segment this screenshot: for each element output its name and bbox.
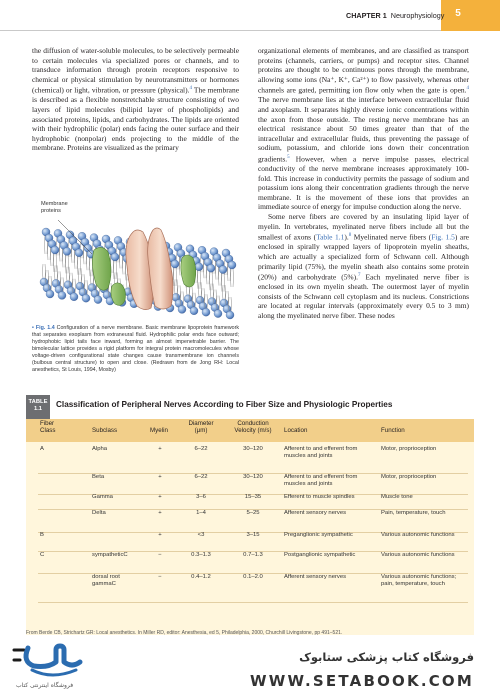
publisher-footer [0,636,500,700]
lipid-head [51,246,59,254]
figure-caption [32,325,239,374]
logo-glyph [26,646,80,667]
membrane-illustration [32,198,239,328]
lipid-head [58,291,66,299]
table-cell-fiber-class: A [40,446,44,452]
table-cell-diameter: 3–6 [196,494,206,500]
lipid-tail [198,270,201,289]
chapter-label: CHAPTER 1 [346,11,387,20]
table-link[interactable]: Table 1.1 [316,232,345,242]
right-text-2e: Each myelinated nerve fiber is enclosed in its own myelin sheath. The outermost layer of myelin consists of the Schwann cell cytoplasm and its nucleus. Constrictions are located at regular intervals (approximately every 0.5 to 3 mm) along the myelinated nerve fiber. These nodes [258,272,469,320]
table-cell-myelin: + [158,446,162,452]
store-url[interactable]: WWW.SETABOOK.COM [250,672,474,690]
store-name: فروشگاه کتاب پزشکی ستابوک [299,650,474,664]
table-cell-subclass: Beta [92,474,105,480]
right-paragraph-2 [258,212,469,321]
lipid-tail [211,284,214,299]
membrane-figure [32,198,239,328]
lipid-tail [54,253,57,272]
table-cell-velocity: 30–120 [243,446,263,452]
logo-subtitle: فروشگاه اینترنتی کتاب [16,682,74,689]
page-number: 5 [455,8,461,19]
lipid-head [46,290,54,298]
right-paragraph-1 [258,46,469,212]
figure-number: • Fig. 1.4 [32,325,55,331]
table-label-number: 1.1 [33,406,43,412]
table-cell-function: Muscle tone [381,494,413,500]
table-cell-location: Postganglionic sympathetic [284,552,356,558]
lipid-head [94,296,102,304]
table-cell-subclass: Delta [92,510,106,516]
right-text-2c: Myelinated nerve fibers ( [351,232,432,242]
table-cell-diameter: 6–22 [194,446,208,452]
reference-marker[interactable]: 5 [287,155,290,161]
table-cell-function: Various autonomic functions [381,532,455,538]
header-diameter: Diameter (μm) [188,420,214,435]
lipid-head [202,308,210,316]
lipid-tail [78,256,81,275]
header-fiber-class: Fiber Class [40,420,56,435]
table-cell-velocity: 30–120 [243,474,263,480]
lipid-head [226,311,234,319]
table-cell-myelin: + [158,510,162,516]
table-row-divider [38,602,468,603]
figure-label-line1: Membrane [41,201,68,207]
table-cell-function: Motor, proprioception [381,474,437,480]
lipid-head [171,260,179,268]
figure-caption-text: Configuration of a nerve membrane. Basic membrane lipoprotein framework that separates exoplasm from extraneural fluid. Hydrophilic polar ends face outward; hydrophobic lipid tails face inward, forming an almost impenetrable barrier. The bimolecular lattice provides a rigid platform for integral protein macromolecules whose voltage-driven configurational state changes cause transmembrane ion channels (bulbous central structure) to open and close. (Redrawn from de Jong RH: Local anesthetics, St Louis, 1994, Mosby) [32,325,239,373]
lipid-tail [199,282,202,297]
table-title: Classification of Peripheral Nerves According to Fiber Size and Physiologic Properties [56,400,393,409]
right-text-1b: The nerve membrane lies at the interface between extracellular fluid and axoplasm. It separates highly diverse ionic concentrations within the axon from those outside. The resting nerve membrane has an electrical resistance about 50 times greater than that of the intracellular and extracellular fluids, thus preventing the passage of sodium, potassium, and chloride ions down their concentration gradients. [258,95,469,164]
lipid-head [195,263,203,271]
reference-marker[interactable]: 4 [466,86,469,92]
right-column [258,46,469,321]
lipid-head [178,305,186,313]
table-cell-fiber-class: B [40,532,44,538]
nerve-classification-table [26,419,474,635]
table-cell-function: Various autonomic functions [381,552,455,558]
table-cell-velocity: 15–35 [244,494,262,500]
table-cell-velocity: 0.1–2.0 [243,574,263,580]
lipid-head [70,293,78,301]
figure-link[interactable]: Fig. 1.5 [431,232,455,242]
header-rule [0,30,500,31]
table-cell-myelin: + [158,532,162,538]
lipid-tail [43,264,46,279]
chapter-title: Neurophysiology [390,11,445,20]
right-text-1c: However, when a nerve impulse passes, electrical conductivity of the nerve membrane increases approximately 100-fold. This increase in conductivity permits the passage of sodium and potassium ions along their concentration gradients through the nerve membrane. It is the movement of these ions that provides an immediate source of energy for impulse conduction along the nerve. [258,154,469,212]
table-label-word: TABLE [28,399,48,405]
membrane-protein-right [181,255,196,287]
table-cell-diameter: 6–22 [194,474,208,480]
table-cell-subclass: sympatheticC [92,552,128,558]
table-cell-myelin: − [158,574,162,580]
lipid-head [63,247,71,255]
reference-marker[interactable]: 4 [189,86,192,92]
membrane-protein-left [92,247,111,290]
table-cell-subclass: Alpha [92,446,108,452]
table-cell-function: Pain, temperature, touch [381,510,446,516]
left-column [32,46,239,153]
figure-label [41,201,68,214]
logo-swoosh [32,670,76,675]
reference-marker[interactable]: 7 [357,273,361,279]
table-cell-velocity: 3–15 [246,532,260,538]
table-cell-location: Efferent to muscle spindles [284,494,355,500]
running-head [346,11,444,20]
lipid-head [219,266,227,274]
lipid-head [214,310,222,318]
lipid-tail [231,268,234,287]
table-cell-location: Afferent to and efferent from muscles and joints [284,446,358,460]
right-text-2d: ) are enclosed in spirally wrapped layers of lipoprotein myelin sheaths, which are actually a specialized form of Schwann cell. Although primarily lipid (75%), the myelin sheath also contains some protein (20%) and carbohydrate (5%). [258,232,469,282]
table-cell-myelin: − [158,552,162,558]
table-cell-diameter: 0.4–1.2 [191,574,211,580]
right-text-1a: organizational elements of membranes, and are classified as transport proteins (channels, carriers, or pumps) and receptor sites. Channel proteins are thought to be continuous pores through the membrane, allowing some ions (Na⁺, K⁺, Ca²⁺) to flow passively, whereas other channels are gated, permitting ion flow only when the gate is open. [258,46,469,95]
lipid-tail [175,279,178,294]
table-cell-function: Various autonomic functions; pain, temperature, touch [381,574,457,588]
table-header-row [26,419,474,442]
lipid-tail [222,273,225,292]
lipid-head [111,253,119,261]
header-location: Location [284,427,308,434]
logo-speed-lines [14,650,24,660]
table-cell-subclass: Gamma [92,494,113,500]
header-myelin: Myelin [150,427,168,434]
figure-label-line2: proteins [41,207,61,214]
lipid-head [190,307,198,315]
table-cell-myelin: + [158,494,162,500]
right-text-2b: ). [344,232,349,242]
header-subclass: Subclass [92,427,118,434]
lipid-head [75,249,83,257]
lipid-head [207,264,215,272]
table-cell-velocity: 5–25 [246,510,260,516]
table-cell-location: Preganglionic sympathetic [284,532,353,538]
lipid-head [228,261,236,269]
table-source: From Berde CB, Strichartz GR: Local anesthetics. In Miller RD, editor: Anesthesia, ed 5, Philadelphia, 2000, Churchill Livingstone, pp 491–521. [26,630,343,635]
lipid-tail [79,268,82,283]
table-cell-location: Afferent sensory nerves [284,510,347,516]
table-cell-location: Afferent to and efferent from muscles and joints [284,474,358,488]
table-cell-function: Motor, proprioception [381,446,437,452]
lipid-tail [210,271,213,290]
lipid-tail [55,265,58,280]
table-cell-diameter: 0.3–1.3 [191,552,211,558]
lipid-head [82,294,90,302]
left-text-2: The membrane is described as a flexible nonstretchable structure consisting of two layers of lipid molecules (bilipid layer of phospholipids) and associated proteins, lipids, and carbohydrates. The lipids are oriented with their hydrophilic (polar) ends facing the outer surface and their hydrophobic (nonpolar) ends projecting to the middle of the membrane. Proteins are visualized as the primary [32,85,239,153]
lipid-tail [67,267,70,282]
table-cell-fiber-class: C [40,552,45,558]
table-cell-myelin: + [158,474,162,480]
table-cell-location: Afferent sensory nerves [284,574,347,580]
reference-marker[interactable]: 8 [348,233,352,239]
table-label [26,395,50,419]
header-velocity: Conduction Velocity (m/s) [234,420,272,435]
table-cell-diameter: 1–4 [196,510,206,516]
left-paragraph [32,46,239,153]
table-cell-diameter: <3 [197,532,205,538]
table-cell-velocity: 0.7–1.3 [243,552,263,558]
header-function: Function [381,427,405,434]
lipid-tail [223,285,226,300]
left-text-1: the diffusion of water-soluble molecules, to be selectively permeable to certain molecules via specialized pores or channels, and to transduce information through protein receptors responsive to chemical or physical stimulation by neurotransmitters or hormones (chemical) or light, vibration, or pressure (physical). [32,46,239,95]
lipid-tail [66,254,69,273]
lipid-tail [114,260,117,279]
right-text-2a: Some nerve fibers are covered by an insulating lipid layer of myelin. In vertebrates, myelinated nerve fibers include all but the smallest of axons ( [258,212,469,242]
lipid-tail [90,257,93,276]
lipid-tail [174,267,177,286]
table-cell-subclass: dorsal root gammaC [92,574,120,588]
